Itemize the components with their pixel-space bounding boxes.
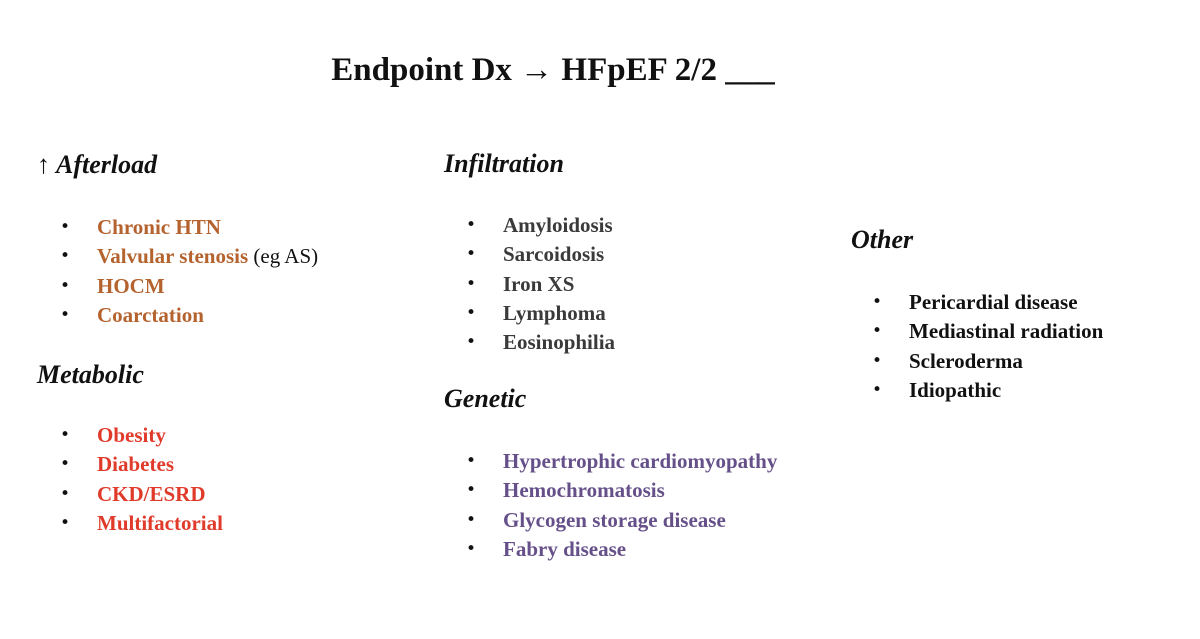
list-item-label: Hemochromatosis	[503, 478, 665, 503]
bullet-icon: •	[872, 292, 883, 312]
list-item	[466, 211, 615, 240]
list-item-label: Obesity	[97, 423, 166, 447]
infiltration-heading: Infiltration	[444, 149, 564, 178]
list-item-label: Glycogen storage disease	[503, 507, 726, 532]
list-item	[60, 272, 318, 301]
list-item	[466, 299, 615, 328]
metabolic-heading: Metabolic	[37, 360, 144, 389]
bullet-icon: •	[872, 350, 883, 371]
metabolic-list	[60, 421, 223, 538]
other-section	[851, 225, 1104, 402]
list-item	[466, 476, 777, 505]
list-item-label: Coarctation	[97, 302, 204, 327]
afterload-heading	[37, 150, 157, 180]
list-item-label: Lymphoma	[503, 300, 606, 325]
list-item	[60, 509, 223, 538]
list-item-label: Valvular stenosis	[97, 244, 249, 269]
bullet-icon: •	[466, 480, 477, 501]
bullet-icon: •	[466, 244, 477, 265]
list-item	[60, 450, 223, 479]
list-item-label: CKD/ESRD	[97, 481, 206, 506]
bullet-icon: •	[60, 454, 71, 475]
list-item-label: Diabetes	[97, 452, 174, 477]
list-item	[872, 376, 1103, 405]
list-item-label: HOCM	[97, 273, 165, 298]
bullet-icon: •	[60, 275, 71, 296]
list-item	[466, 506, 777, 535]
list-item	[466, 328, 615, 357]
afterload-heading-label: Afterload	[56, 150, 158, 179]
bullet-icon: •	[872, 321, 883, 342]
list-item	[466, 447, 777, 476]
afterload-section	[37, 150, 319, 327]
bullet-icon: •	[60, 246, 71, 267]
other-list	[872, 288, 1103, 405]
list-item-note: (eg AS)	[253, 244, 319, 269]
bullet-icon: •	[60, 512, 71, 533]
bullet-icon: •	[60, 483, 71, 504]
bullet-icon: •	[60, 425, 71, 445]
list-item-label: Sarcoidosis	[503, 242, 605, 267]
bullet-icon: •	[466, 215, 477, 235]
bullet-icon: •	[466, 538, 477, 559]
up-arrow-icon: ↑	[37, 150, 50, 179]
list-item	[466, 270, 615, 299]
list-item	[60, 301, 318, 330]
list-item-label: Mediastinal radiation	[909, 319, 1104, 344]
list-item-label: Pericardial disease	[909, 290, 1078, 314]
infiltration-list	[466, 211, 615, 357]
other-heading: Other	[851, 225, 914, 254]
list-item-label: Chronic HTN	[97, 215, 221, 239]
list-item-label: Iron XS	[503, 271, 575, 296]
genetic-list	[466, 447, 777, 564]
list-item	[60, 421, 223, 450]
bullet-icon: •	[466, 509, 477, 530]
list-item	[60, 242, 318, 271]
genetic-heading: Genetic	[444, 384, 527, 413]
list-item	[872, 288, 1103, 317]
list-item	[466, 535, 777, 564]
list-item-label: Fabry disease	[503, 536, 627, 561]
bullet-icon: •	[872, 379, 883, 400]
list-item-label: Scleroderma	[909, 348, 1023, 373]
bullet-icon: •	[60, 304, 71, 325]
genetic-section	[444, 384, 778, 561]
list-item-label: Idiopathic	[909, 377, 1002, 402]
bullet-icon: •	[466, 332, 477, 353]
infiltration-section	[444, 149, 616, 355]
bullet-icon: •	[466, 302, 477, 323]
list-item-label: Amyloidosis	[503, 213, 613, 237]
list-item	[466, 240, 615, 269]
list-item	[60, 213, 318, 242]
bullet-icon: •	[60, 217, 71, 237]
list-item-label: Hypertrophic cardiomyopathy	[503, 449, 778, 473]
bullet-icon: •	[466, 451, 477, 471]
afterload-list	[60, 213, 318, 330]
list-item	[872, 347, 1103, 376]
list-item	[60, 480, 223, 509]
list-item-label: Eosinophilia	[503, 330, 616, 355]
page-title: Endpoint Dx → HFpEF 2/2 ___	[331, 52, 775, 88]
list-item-label: Multifactorial	[97, 510, 223, 535]
bullet-icon: •	[466, 273, 477, 294]
metabolic-section	[37, 360, 223, 535]
list-item	[872, 317, 1103, 346]
